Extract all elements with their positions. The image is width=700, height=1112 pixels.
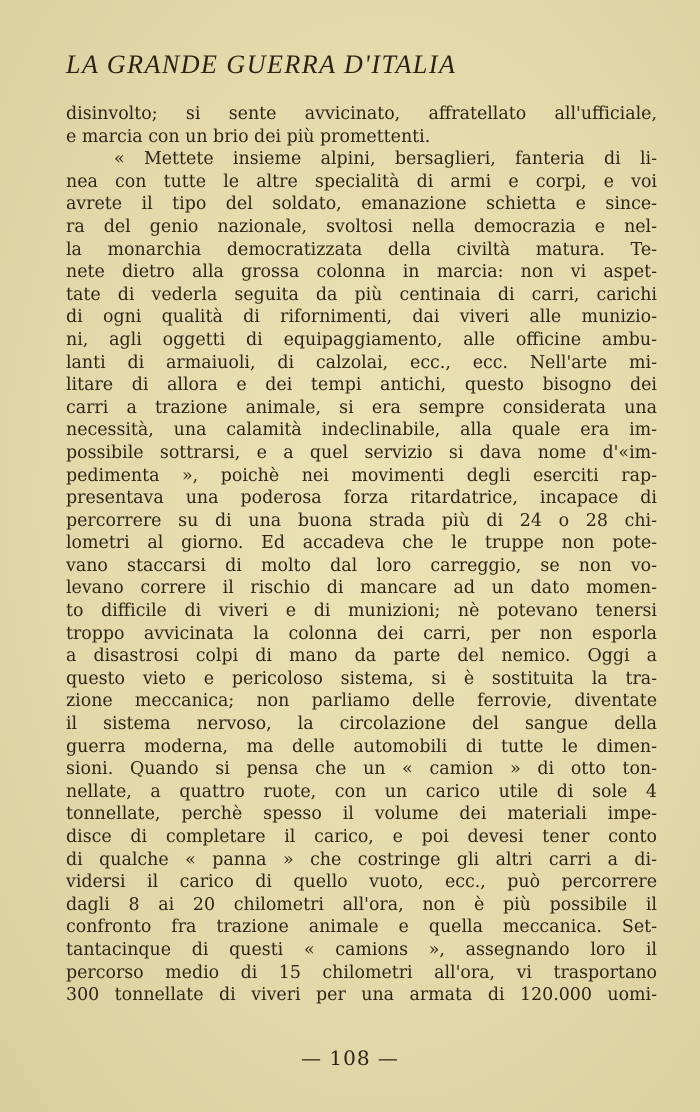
text-line: di ogni qualità di rifornimenti, dai viveri alle munizio- xyxy=(66,307,657,328)
text-line: presentava una poderosa forza ritardatrice, incapace di xyxy=(66,488,657,509)
body-text xyxy=(66,103,657,1007)
text-line: e marcia con un brio dei più promettenti. xyxy=(66,126,431,147)
text-line: « Mettete insieme alpini, bersaglieri, fanteria di li- xyxy=(114,149,657,170)
text-line: tantacinque di questi « camions », assegnando loro il xyxy=(66,939,657,960)
text-line: disinvolto; si sente avvicinato, affratellato all'ufficiale, xyxy=(66,104,657,124)
text-line: troppo avvicinata la colonna dei carri, per non esporla xyxy=(66,623,657,644)
text-line: a disastrosi colpi di mano da parte del nemico. Oggi a xyxy=(66,646,657,667)
text-line: guerra moderna, ma delle automobili di tutte le dimen- xyxy=(66,736,657,757)
text-line: to difficile di viveri e di munizioni; nè potevano tenersi xyxy=(66,601,657,622)
text-line: zione meccanica; non parliamo delle ferrovie, diventate xyxy=(66,691,657,712)
text-line: vidersi il carico di quello vuoto, ecc., può percorrere xyxy=(66,872,657,893)
page-number: — 108 — xyxy=(301,1046,399,1070)
text-line: nea con tutte le altre specialità di armi e corpi, e voi xyxy=(66,171,657,192)
text-line: dagli 8 ai 20 chilometri all'ora, non è più possibile il xyxy=(66,894,657,915)
text-line: il sistema nervoso, la circolazione del sangue della xyxy=(66,714,657,735)
text-line: confronto fra trazione animale e quella meccanica. Set- xyxy=(66,917,657,938)
text-line: 300 tonnellate di viveri per una armata di 120.000 uomi- xyxy=(66,985,657,1006)
text-line: la monarchia democratizzata della civiltà matura. Te- xyxy=(66,239,657,260)
text-line: percorso medio di 15 chilometri all'ora, vi trasportano xyxy=(66,962,657,983)
text-line: disce di completare il carico, e poi devesi tener conto xyxy=(66,827,657,847)
text-line: lometri al giorno. Ed accadeva che le truppe non pote- xyxy=(66,533,657,554)
text-line: necessità, una calamità indeclinabile, alla quale era im- xyxy=(66,420,657,441)
text-line: di qualche « panna » che costringe gli altri carri a di- xyxy=(66,849,657,870)
text-line: pedimenta », poichè nei movimenti degli eserciti rap- xyxy=(66,465,657,486)
text-line: vano staccarsi di molto dal loro carreggio, se non vo- xyxy=(66,555,657,576)
text-line: nellate, a quattro ruote, con un carico utile di sole 4 xyxy=(66,781,657,802)
text-line: possibile sottrarsi, e a quel servizio si dava nome d'«im- xyxy=(66,442,657,463)
text-line: ni, agli oggetti di equipaggiamento, alle officine ambu- xyxy=(66,329,657,350)
text-line: lanti di armaiuoli, di calzolai, ecc., ecc. Nell'arte mi- xyxy=(66,352,657,373)
text-line: nete dietro alla grossa colonna in marcia: non vi aspet- xyxy=(66,262,657,283)
text-line: levano correre il rischio di mancare ad un dato momen- xyxy=(66,578,657,599)
text-line: percorrere su di una buona strada più di 24 o 28 chi- xyxy=(66,510,657,531)
text-line: ra del genio nazionale, svoltosi nella democrazia e nel- xyxy=(66,216,657,237)
text-line: carri a trazione animale, si era sempre considerata una xyxy=(66,397,657,418)
text-line: tate di vederla seguita da più centinaia di carri, carichi xyxy=(66,284,657,305)
text-line: tonnellate, perchè spesso il volume dei materiali impe- xyxy=(66,804,657,825)
running-head: LA GRANDE GUERRA D'ITALIA xyxy=(66,50,457,79)
text-line: questo vieto e pericoloso sistema, si è sostituita la tra- xyxy=(66,668,657,689)
text-line: sioni. Quando si pensa che un « camion » di otto ton- xyxy=(66,759,657,780)
text-line: litare di allora e dei tempi antichi, questo bisogno dei xyxy=(66,375,657,396)
text-line: avrete il tipo del soldato, emanazione schietta e since- xyxy=(66,194,657,215)
